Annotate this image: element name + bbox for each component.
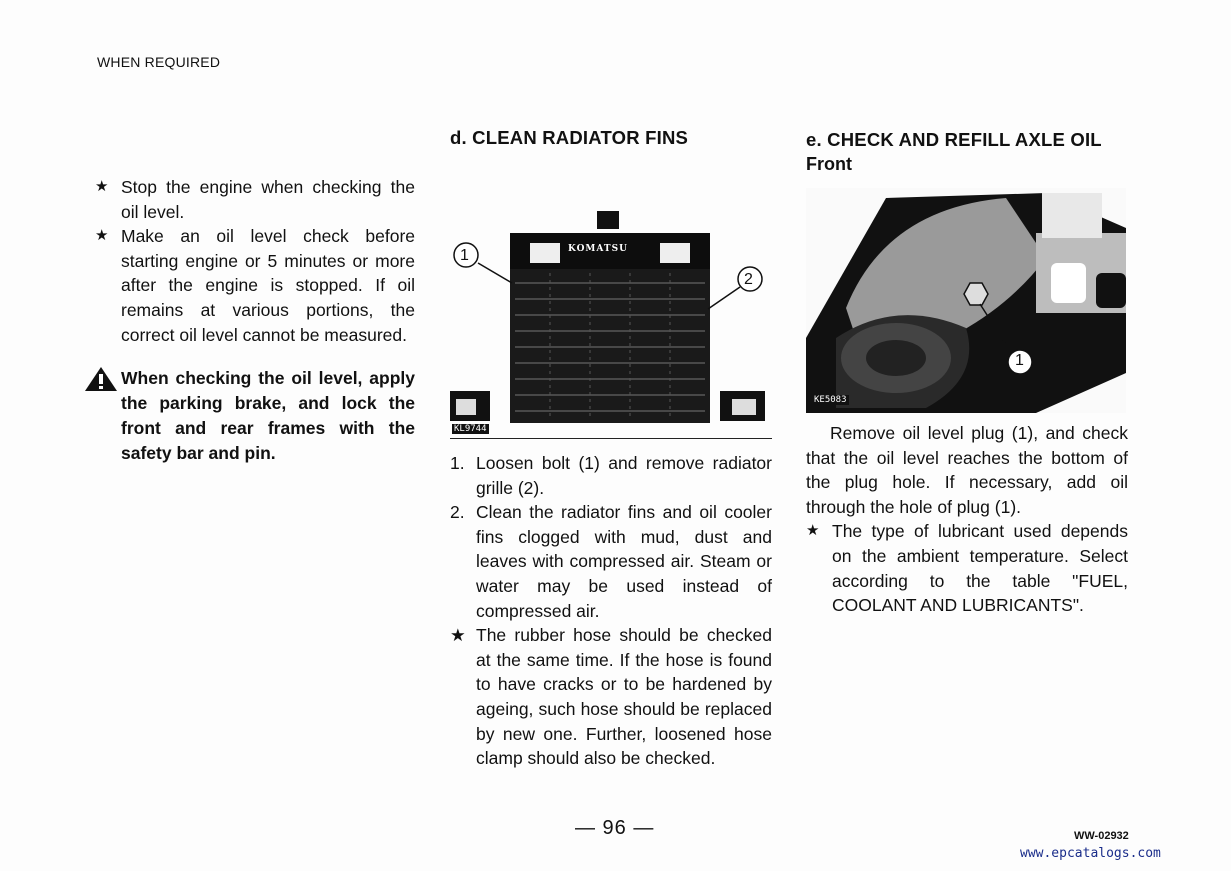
- radiator-brand-label: KOMATSU: [568, 244, 628, 254]
- axle-figure: [806, 188, 1126, 413]
- callout-2: 2: [744, 271, 753, 288]
- step-item: [450, 500, 772, 623]
- callout-1: 1: [460, 247, 469, 264]
- step-number: 2.: [450, 502, 465, 523]
- warning-triangle-icon: [84, 366, 121, 466]
- star-marker-icon: ★: [806, 522, 820, 540]
- section-e-title: e. CHECK AND REFILL AXLE OIL: [806, 129, 1102, 150]
- step-item: [450, 451, 772, 500]
- section-e-paragraph: Remove oil level plug (1), and check that the oil level reaches the bottom of the plug hole. If necessary, add oil through the hole of plug (1).: [806, 423, 1128, 517]
- page-header-label: WHEN REQUIRED: [97, 54, 221, 70]
- note-item: [95, 224, 415, 347]
- watermark-url: www.epcatalogs.com: [1020, 846, 1161, 861]
- step-text: The rubber hose should be checked at the same time. If the hose is found to have cracks or to be hardened by ageing, such hose should be replaced by new one. Further, loosened hose clamp should also be checked.: [476, 625, 772, 769]
- callout-1: 1: [1015, 352, 1024, 369]
- step-text: Loosen bolt (1) and remove radiator grille (2).: [476, 453, 772, 498]
- note-item: [806, 519, 1128, 617]
- section-e: [806, 128, 1128, 618]
- document-code: WW-02932: [1074, 830, 1129, 842]
- left-column: [95, 175, 415, 466]
- section-d-title: d. CLEAN RADIATOR FINS: [450, 127, 689, 148]
- axle-photo: [806, 188, 1126, 413]
- note-text: The type of lubricant used depends on the ambient temperature. Select according to the table "FUEL, COOLANT AND LUBRICANTS".: [832, 521, 1128, 616]
- star-marker-icon: ★: [450, 625, 466, 646]
- note-item: [95, 175, 415, 224]
- step-item: [450, 623, 772, 771]
- figure-tag: KE5083: [814, 395, 847, 405]
- section-e-body: [806, 421, 1128, 618]
- note-text: Stop the engine when checking the oil level.: [121, 177, 415, 222]
- note-text: Make an oil level check before starting engine or 5 minutes or more after the engine is stopped. If oil remains at various portions, the correct oil level cannot be measured.: [121, 226, 415, 345]
- warning-block: [84, 366, 415, 466]
- step-number: 1.: [450, 453, 465, 473]
- figure-tag: KL9744: [454, 424, 487, 434]
- radiator-figure: [450, 203, 772, 439]
- step-text: Clean the radiator fins and oil cooler fins clogged with mud, dust and leaves with compressed air. Steam or water may be used instead of compressed air.: [476, 502, 772, 621]
- section-e-subtitle: Front: [806, 154, 852, 174]
- section-d: [450, 126, 772, 771]
- warning-text: When checking the oil level, apply the parking brake, and lock the front and rear frames with the safety bar and pin.: [121, 368, 415, 464]
- radiator-illustration: [450, 203, 772, 438]
- star-marker-icon: ★: [95, 178, 109, 195]
- step-list: [450, 451, 772, 771]
- page-number: — 96 —: [575, 817, 655, 839]
- star-marker-icon: ★: [95, 227, 109, 245]
